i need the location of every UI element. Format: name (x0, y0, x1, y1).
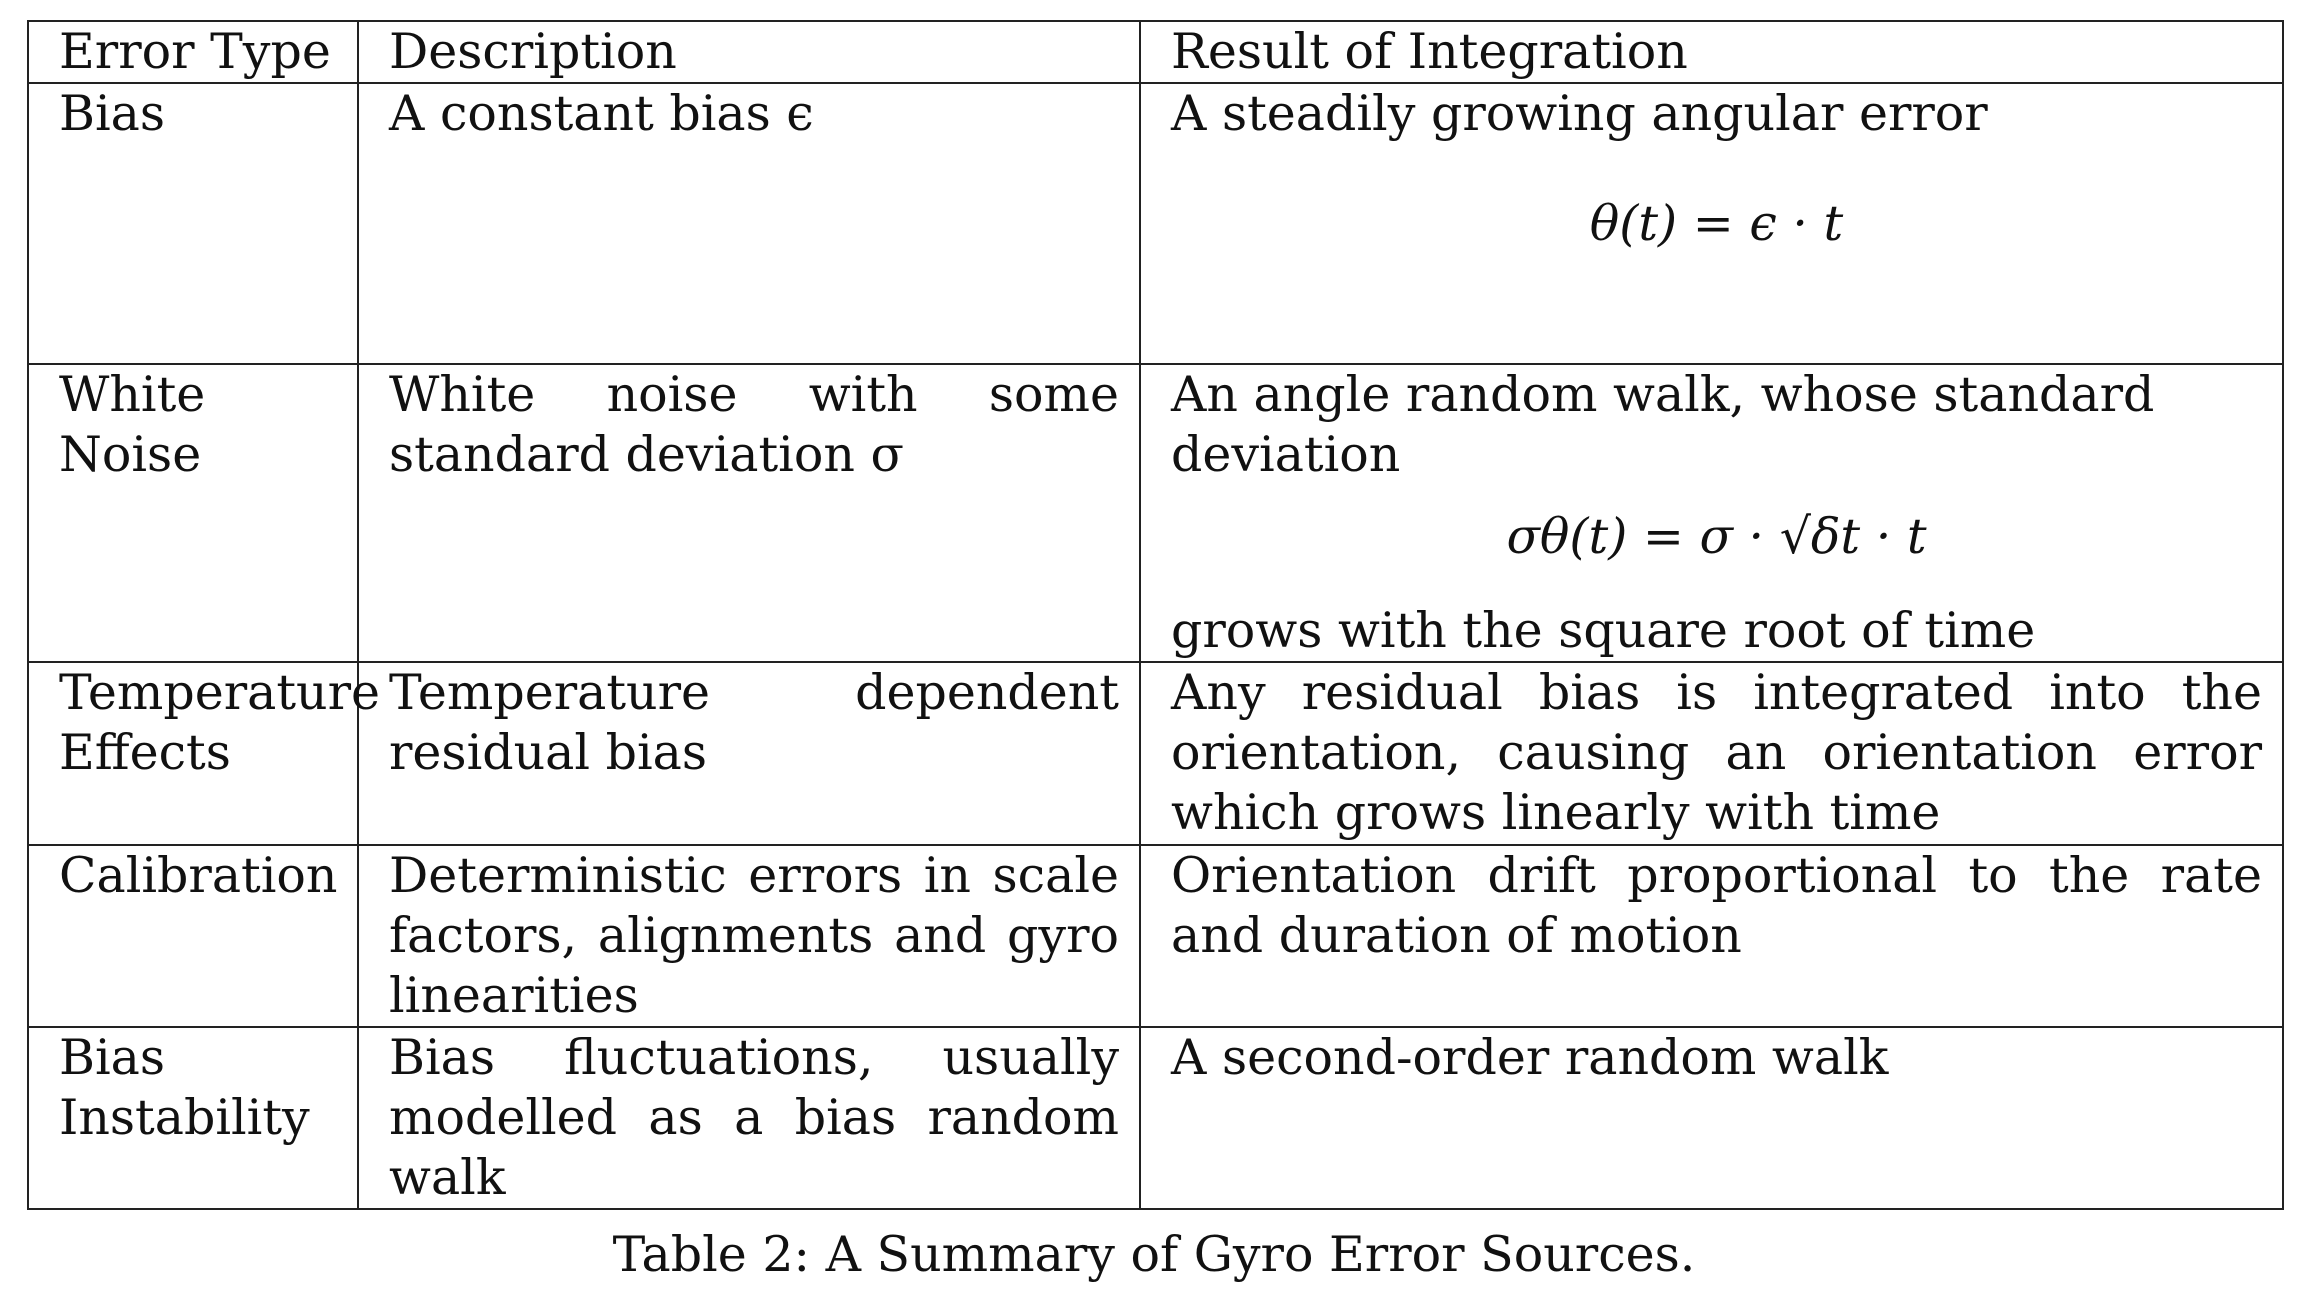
table-row (28, 83, 2283, 364)
table-header-row (28, 21, 2283, 83)
description-cell: Bias fluctuations, usually modelled as a bias random walk (358, 1027, 1140, 1209)
error-type-cell: Calibration (28, 845, 358, 1027)
result-cell (1140, 364, 2283, 662)
table-caption: Table 2: A Summary of Gyro Error Sources. (612, 1226, 1696, 1283)
header-description: Description (358, 21, 1140, 83)
description-cell: A constant bias ϵ (358, 83, 1140, 364)
table-row (28, 845, 2283, 1027)
equation: σθ(t) = σ · √δt · t (1506, 508, 1927, 565)
header-result: Result of Integration (1140, 21, 2283, 83)
description-cell: Deterministic errors in scale factors, alignments and gyro linearities (358, 845, 1140, 1027)
description-cell: Temperature dependent residual bias (358, 662, 1140, 845)
header-error-type: Error Type (28, 21, 358, 83)
result-cell: Any residual bias is integrated into the orientation, causing an orientation error which grows linearly with time (1140, 662, 2283, 845)
error-type-cell: Bias Instability (28, 1027, 358, 1209)
result-text: A steadily growing angular error (1171, 85, 1988, 142)
description-cell: White noise with some standard deviation σ (358, 364, 1140, 662)
error-type-cell: Bias (28, 83, 358, 364)
error-type-cell: White Noise (28, 364, 358, 662)
result-text-after: grows with the square root of time (1171, 602, 2036, 659)
table-row (28, 1027, 2283, 1209)
gyro-error-table (27, 20, 2284, 1210)
equation: θ(t) = ϵ · t (1589, 195, 1844, 252)
result-cell: Orientation drift proportional to the rate and duration of motion (1140, 845, 2283, 1027)
result-cell (1140, 83, 2283, 364)
result-text: An angle random walk, whose standard deviation (1171, 366, 2155, 483)
table-row (28, 364, 2283, 662)
result-cell: A second-order random walk (1140, 1027, 2283, 1209)
table-row (28, 662, 2283, 845)
error-type-cell: Temperature Effects (28, 662, 358, 845)
